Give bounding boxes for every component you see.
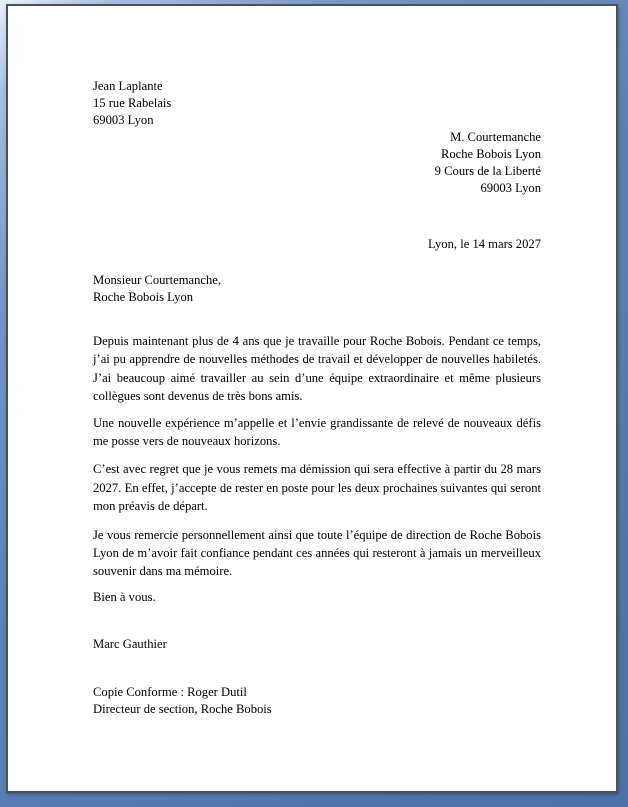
recipient-street: 9 Cours de la Liberté xyxy=(434,164,541,178)
recipient-name: M. Courtemanche xyxy=(450,130,541,144)
signature-name: Marc Gauthier xyxy=(93,636,167,651)
salutation-name: Monsieur Courtemanche, xyxy=(93,273,222,287)
closing-line: Bien à vous. xyxy=(93,589,156,604)
recipient-company: Roche Bobois Lyon xyxy=(440,147,541,161)
cc-block xyxy=(93,684,541,718)
body-paragraph: Une nouvelle expérience m’appelle et l’envie grandissante de relevé de nouveaux défis me posse vers de nouveaux horizons. xyxy=(93,415,541,449)
sender-street: 15 rue Rabelais xyxy=(93,96,172,110)
sender-name: Jean Laplante xyxy=(93,79,163,93)
body-paragraph: Depuis maintenant plus de 4 ans que je travaille pour Roche Bobois. Pendant ce temps, j’ai pu apprendre de nouvelles méthodes de travail et développer de nouvelles habiletés. J’ai beaucoup aimé travailler au sein d’une équipe extraordinaire et même plusieurs collègues sont devenus de très bons amis. xyxy=(93,334,541,404)
letter-page xyxy=(6,4,618,793)
sender-city: 69003 Lyon xyxy=(93,113,154,127)
body-paragraph: Je vous remercie personnellement ainsi que toute l’équipe de direction de Roche Bobois Lyon de m’avoir fait confiance pendant ces années qui resteront à jamais un merveilleux souvenir dans ma mémoire. xyxy=(93,527,541,579)
salutation-company: Roche Bobois Lyon xyxy=(93,290,194,304)
cc-line: Copie Conforme : Roger Dutil xyxy=(93,684,247,699)
body-paragraph: C’est avec regret que je vous remets ma démission qui sera effective à partir du 28 mars 2027. En effet, j’accepte de rester en poste pour les deux prochaines suivantes qui seront mon préavis de départ. xyxy=(93,462,541,514)
recipient-city: 69003 Lyon xyxy=(480,181,541,195)
salutation-block xyxy=(93,272,541,306)
page-content xyxy=(8,6,616,791)
sender-address-block xyxy=(93,78,541,129)
date-line: Lyon, le 14 mars 2027 xyxy=(428,237,541,251)
cc-title-line: Directeur de section, Roche Bobois xyxy=(93,701,272,716)
recipient-address-block xyxy=(93,129,541,197)
